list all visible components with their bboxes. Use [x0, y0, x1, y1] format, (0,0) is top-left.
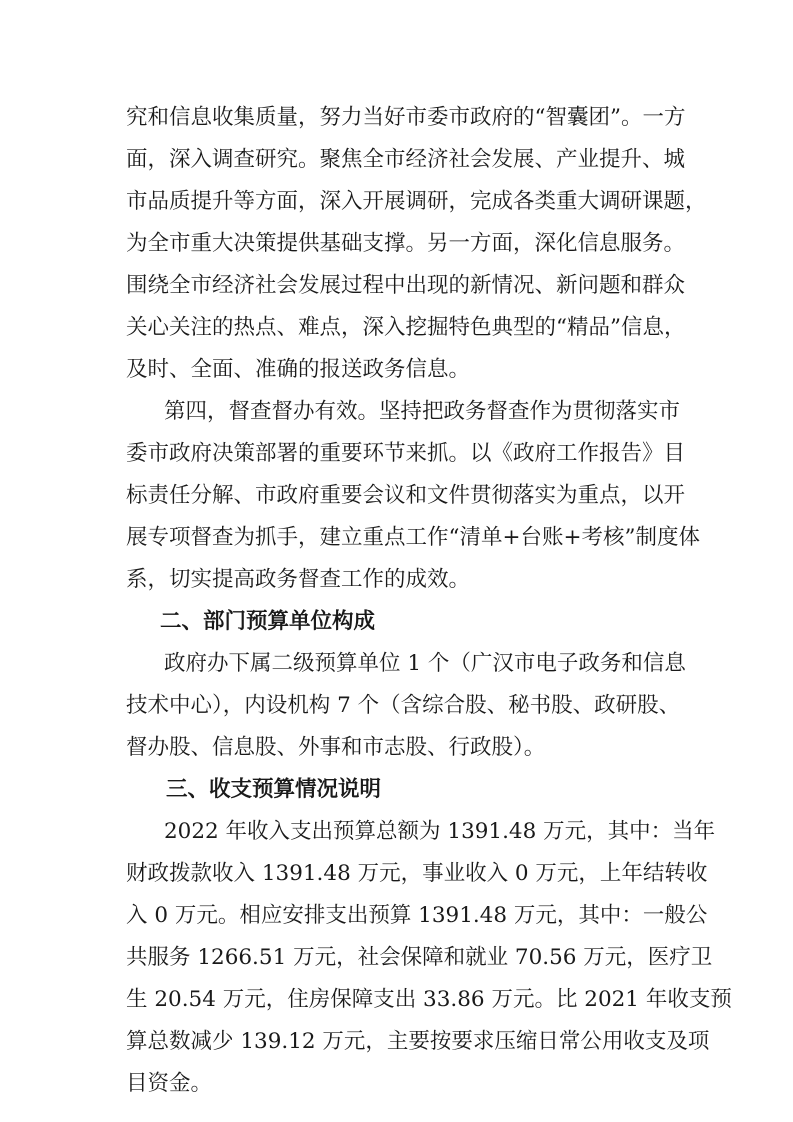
paragraph-line: 系，切实提高政务督查工作的成效。 [126, 567, 471, 592]
paragraph-line: 市品质提升等方面，深入开展调研，完成各类重大调研课题， [126, 189, 707, 214]
paragraph-line: 面，深入调查研究。聚焦全市经济社会发展、产业提升、城 [126, 147, 686, 172]
paragraph-line: 及时、全面、准确的报送政务信息。 [126, 357, 471, 382]
paragraph-line: 共服务 1266.51 万元，社会保障和就业 70.56 万元，医疗卫 [126, 945, 713, 970]
paragraph-line: 入 0 万元。相应安排支出预算 1391.48 万元，其中：一般公 [126, 903, 708, 928]
paragraph-line: 关心关注的热点、难点，深入挖掘特色典型的“精品”信息， [126, 315, 686, 340]
paragraph-line: 委市政府决策部署的重要环节来抓。以《政府工作报告》目 [126, 441, 686, 466]
paragraph-line: 2022 年收入支出预算总额为 1391.48 万元，其中：当年 [164, 819, 716, 844]
paragraph-line: 围绕全市经济社会发展过程中出现的新情况、新问题和群众 [126, 273, 686, 298]
paragraph-line: 生 20.54 万元，住房保障支出 33.86 万元。比 2021 年收支预 [126, 987, 732, 1012]
paragraph-line: 技术中心），内设机构 7 个（含综合股、秘书股、政研股、 [126, 693, 681, 718]
paragraph-line: 督办股、信息股、外事和市志股、行政股）。 [126, 735, 546, 760]
paragraph-line: 为全市重大决策提供基础支撑。另一方面，深化信息服务。 [126, 231, 686, 256]
section-heading: 三、收支预算情况说明 [166, 777, 382, 802]
paragraph-line: 目资金。 [126, 1071, 213, 1096]
paragraph-line: 政府办下属二级预算单位 1 个（广汉市电子政务和信息 [164, 651, 686, 676]
paragraph-line: 财政拨款收入 1391.48 万元，事业收入 0 万元，上年结转收 [126, 861, 708, 886]
paragraph-line: 第四，督查督办有效。坚持把政务督查作为贯彻落实市 [164, 399, 681, 424]
paragraph-line: 标责任分解、市政府重要会议和文件贯彻落实为重点，以开 [126, 483, 686, 508]
paragraph-line: 究和信息收集质量，努力当好市委市政府的“智囊团”。一方 [126, 105, 686, 130]
paragraph-line: 展专项督查为抓手，建立重点工作“清单+台账+考核”制度体 [126, 525, 701, 550]
section-heading: 二、部门预算单位构成 [160, 609, 376, 634]
paragraph-line: 算总数减少 139.12 万元，主要按要求压缩日常公用收支及项 [126, 1029, 710, 1054]
